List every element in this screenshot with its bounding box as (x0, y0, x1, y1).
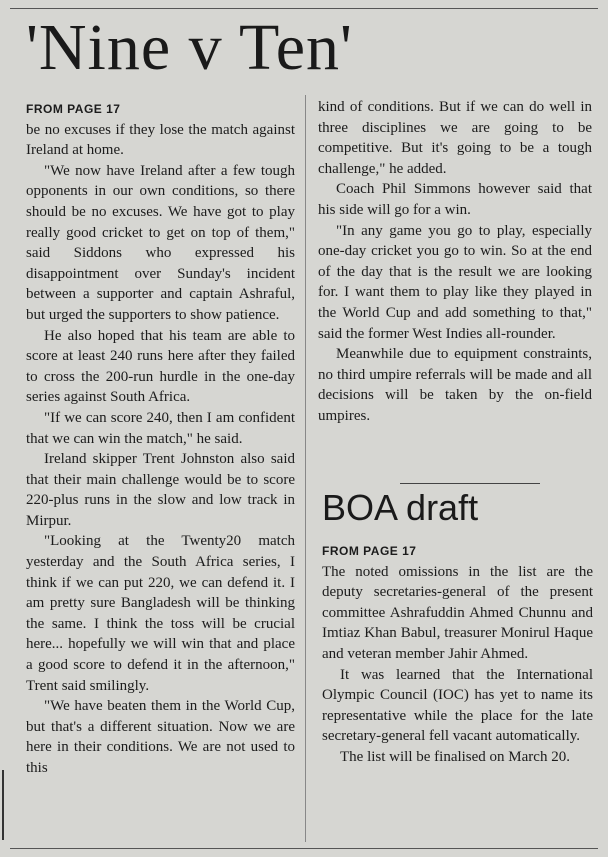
paragraph: He also hoped that his team are able to score at least 240 runs here after they failed to cross the 200-run hurdle in the one-day series against South Africa. (26, 327, 295, 406)
paragraph: Meanwhile due to equipment constraints, no third umpire referrals will be made and all decisions will be taken by the on-field umpires. (318, 346, 592, 424)
paragraph: "In any game you go to play, especially one-day cricket you go to win. So at the end of the day that is the result we are looking for. I want them to play like they played in the World Cup and add something to that," said the former West Indies all-rounder. (318, 222, 592, 342)
second-article-headline: BOA draft (322, 487, 479, 528)
paragraph: The list will be finalised on March 20. (340, 748, 570, 765)
bottom-rule (10, 848, 598, 849)
top-rule (10, 8, 598, 9)
from-page-label: FROM PAGE 17 (322, 544, 417, 558)
column-divider (305, 95, 306, 842)
from-page-label: FROM PAGE 17 (26, 102, 121, 116)
paragraph: It was learned that the International Olympic Council (IOC) has yet to name its representative while the place for the late secretary-general fell vacant automatically. (322, 666, 593, 745)
paragraph: "We now have Ireland after a few tough opponents in our own conditions, so there should be no excuses. We have got to play really good cricket to get on top of them," said Siddons who expressed his disappointment over Sunday's incident between a supporter and captain Ashraful, but urged the supporters to show patience. (26, 162, 295, 323)
paragraph: "Looking at the Twenty20 match yesterday and the South Africa series, I think if we can put 220, we can defend it. I am pretty sure Bangladesh will be thinking the same. I think the toss will be crucial here... hopefully we will win that and place a good score to defend it in the afternoon," Trent said smilingly. (26, 533, 295, 694)
article-separator (400, 483, 540, 484)
paragraph: Coach Phil Simmons however said that his side will go for a win. (318, 181, 592, 218)
article-column-left (26, 99, 295, 779)
paragraph: Ireland skipper Trent Johnston also said that their main challenge would be to score 220-plus runs in the slow and low track in Mirpur. (26, 451, 295, 529)
edge-mark (2, 770, 4, 840)
paragraph: "We have beaten them in the World Cup, but that's a different situation. Now we are here in their conditions. We are not used to this (26, 698, 295, 776)
paragraph: "If we can score 240, then I am confident that we can win the match," he said. (26, 409, 295, 447)
article-headline: 'Nine v Ten' (26, 11, 353, 84)
paragraph: be no excuses if they lose the match against Ireland at home. (26, 121, 295, 159)
paragraph: kind of conditions. But if we can do well in three disciplines we are going to be competitive. But it's going to be a tough challenge," he added. (318, 99, 592, 177)
article-column-right (318, 97, 592, 427)
paragraph: The noted omissions in the list are the deputy secretaries-general of the present committee Ashrafuddin Ahmed Chunnu and Imtiaz Khan Babul, treasurer Monirul Haque and veteran member Jahir Ahmed. (322, 563, 593, 662)
second-article-body (322, 541, 593, 768)
